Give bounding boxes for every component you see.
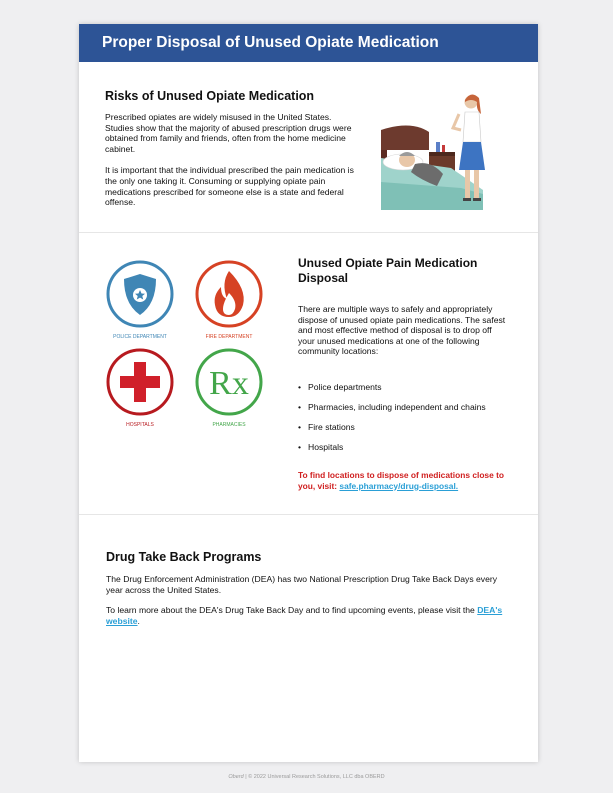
takeback-heading: Drug Take Back Programs xyxy=(106,550,262,564)
rx-symbol: Rx xyxy=(209,365,249,402)
safe-pharmacy-link[interactable]: safe.pharmacy/drug-disposal. xyxy=(339,480,459,491)
list-item: • Police departments xyxy=(298,382,486,402)
risks-paragraph-2: It is important that the individual prescribed the pain medication is the only one taking it. Consuming or supplying opiate pain medications prescribed for someone else is a state and federal offense. xyxy=(105,165,354,208)
pharmacy-rx-icon xyxy=(197,350,261,428)
dea-website-link[interactable]: DEA's website xyxy=(106,605,503,626)
patient-illustration xyxy=(381,90,503,210)
takeback-paragraph-2-end: . xyxy=(137,615,140,626)
fire-icon xyxy=(197,262,261,340)
police-badge-icon xyxy=(108,262,172,340)
disposal-locations-list xyxy=(298,382,486,462)
list-item: • Hospitals xyxy=(298,442,486,462)
disposal-heading: Unused Opiate Pain Medication Disposal xyxy=(298,256,478,285)
page-title: Proper Disposal of Unused Opiate Medication xyxy=(79,24,538,62)
takeback-paragraph-2 xyxy=(106,605,506,626)
fire-label: FIRE DEPARTMENT xyxy=(205,334,253,340)
disposal-intro: There are multiple ways to safely and appropriately dispose of unused opiate pain medications. The safest and most effective method of disposal is to drop off your unused medications at one of the following community locations: xyxy=(298,304,506,357)
hospital-cross-icon xyxy=(108,350,172,428)
pharmacy-label: PHARMACIES xyxy=(212,422,246,428)
disposal-visit-note xyxy=(298,470,518,491)
document-page xyxy=(79,24,538,762)
risks-heading: Risks of Unused Opiate Medication xyxy=(105,89,315,103)
risks-paragraph-1: Prescribed opiates are widely misused in the United States. Studies show that the majority of abused prescription drugs were obtained from family and friends, often from the home medicine cabinet. xyxy=(105,112,352,154)
police-label: POLICE DEPARTMENT xyxy=(113,334,167,340)
takeback-paragraph-2-text: To learn more about the DEA's Drug Take Back Day and to find upcoming events, please visit the xyxy=(106,605,478,615)
visit-text: To find locations to dispose of medications close to you, visit: xyxy=(298,470,504,491)
hospital-label: HOSPITALS xyxy=(126,422,154,428)
takeback-paragraph-1: The Drug Enforcement Administration (DEA) has two National Prescription Drug Take Back Days every year across the United States. xyxy=(106,574,498,595)
oberd-logo: Oberd xyxy=(228,774,244,780)
footer-separator: | xyxy=(245,774,249,780)
list-item: • Pharmacies, including independent and chains xyxy=(298,402,486,422)
disposal-location-icons xyxy=(103,259,273,439)
footer-copyright: © 2022 Universal Research Solutions, LLC dba OBERD xyxy=(248,774,385,780)
list-item: • Fire stations xyxy=(298,422,486,442)
footer xyxy=(0,774,613,780)
